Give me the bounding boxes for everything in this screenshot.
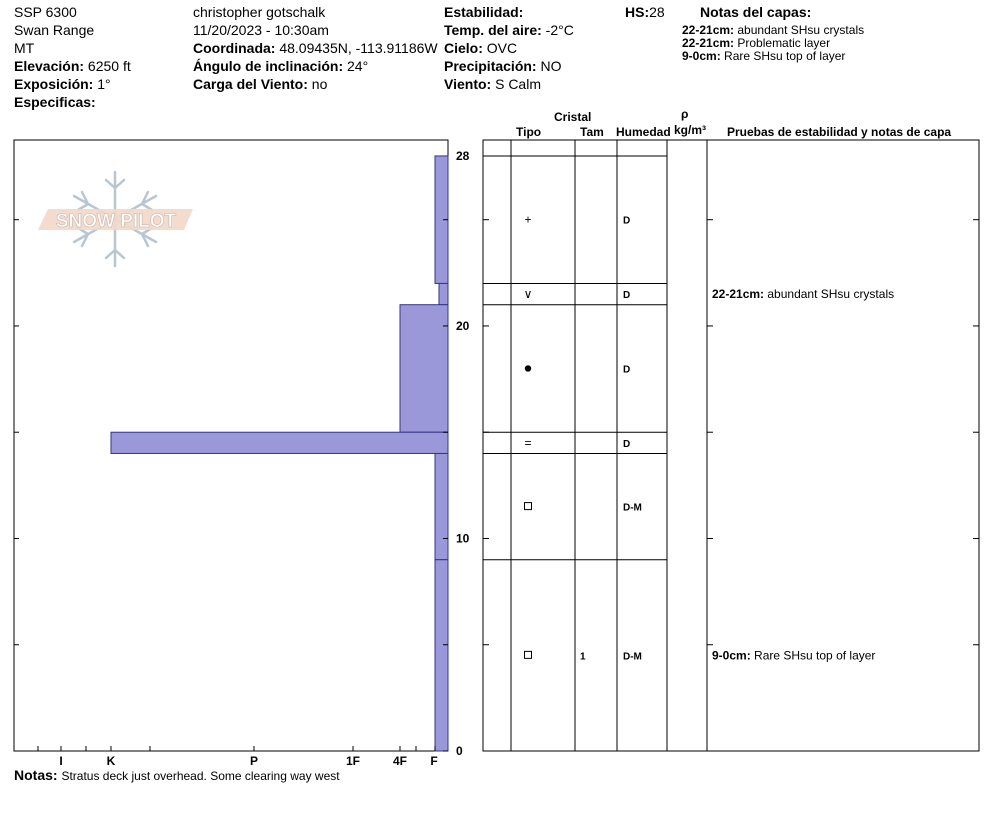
location-state: MT bbox=[14, 40, 35, 56]
wetness-value: D bbox=[623, 438, 631, 450]
layer-notes-title: Notas del capas: bbox=[700, 4, 812, 20]
hs-value: 28 bbox=[649, 4, 665, 20]
air-temp-value: -2°C bbox=[545, 22, 574, 38]
sky-label: Cielo: bbox=[444, 40, 483, 56]
wetness-value: D bbox=[623, 364, 631, 376]
hardness-bar bbox=[400, 305, 448, 433]
x-tick-label: P bbox=[249, 754, 259, 768]
type-header: Tipo bbox=[516, 125, 542, 139]
hardness-bar bbox=[439, 283, 448, 304]
hardness-bar bbox=[111, 432, 448, 453]
crystal-symbol: + bbox=[524, 212, 532, 227]
layer-note-text: Problematic layer bbox=[737, 36, 831, 50]
size-header: Tam bbox=[580, 125, 604, 139]
x-tick-label: 4F bbox=[392, 754, 408, 768]
notes-text: Stratus deck just overhead. Some clearing way west bbox=[61, 769, 340, 783]
layer-note-range: 22-21cm: bbox=[712, 287, 768, 302]
wetness-value: D-M bbox=[623, 502, 642, 514]
layer-note-range: 9-0cm: bbox=[712, 648, 755, 663]
layer-note-range: 9-0cm: bbox=[682, 49, 721, 63]
wetness-value: D bbox=[623, 290, 631, 302]
observer: christopher gotschalk bbox=[193, 4, 326, 20]
layer-note-text: Rare SHsu top of layer bbox=[754, 648, 876, 663]
crystal-size: 1 bbox=[580, 651, 586, 663]
crystal-symbol bbox=[525, 503, 532, 510]
hs-label: HS: bbox=[625, 4, 650, 20]
crystal-header: Cristal bbox=[554, 110, 592, 124]
coordinates-label: Coordinada: bbox=[193, 40, 276, 56]
x-tick-label: K bbox=[106, 754, 116, 768]
slope-angle-label: Ángulo de inclinación: bbox=[193, 58, 344, 74]
x-tick-label: F bbox=[430, 754, 438, 768]
location-range: Swan Range bbox=[14, 22, 95, 38]
crystal-symbol bbox=[525, 365, 531, 371]
y-tick-label: 0 bbox=[456, 744, 463, 758]
pit-id: SSP 6300 bbox=[14, 4, 77, 20]
crystal-symbol bbox=[525, 651, 532, 658]
precip-label: Precipitación: bbox=[444, 58, 537, 74]
y-tick-label: 20 bbox=[456, 318, 470, 333]
tests-header: Pruebas de estabilidad y notas de capa bbox=[727, 125, 952, 139]
y-tick-label: 28 bbox=[456, 148, 470, 163]
wetness-value: D-M bbox=[623, 651, 642, 663]
density-header: ρ bbox=[681, 107, 689, 121]
snowpilot-logo bbox=[38, 172, 193, 266]
crystal-symbol: ∨ bbox=[523, 287, 533, 302]
layer-note-text: abundant SHsu crystals bbox=[767, 287, 895, 302]
wind-load-value: no bbox=[311, 76, 328, 92]
stability-label: Estabilidad: bbox=[444, 4, 524, 20]
wetness-value: D bbox=[623, 215, 631, 227]
wind-label: Viento: bbox=[444, 76, 492, 92]
x-tick-label: I bbox=[59, 754, 63, 768]
wind-load-label: Carga del Viento: bbox=[193, 76, 308, 92]
hardness-bar bbox=[435, 453, 448, 559]
layer-note-range: 22-21cm: bbox=[682, 23, 735, 37]
notes-label: Notas: bbox=[14, 767, 58, 783]
air-temp-label: Temp. del aire: bbox=[444, 22, 542, 38]
elevation-label: Elevación: bbox=[14, 58, 85, 74]
sky-value: OVC bbox=[486, 40, 518, 56]
exposure-value: 1° bbox=[97, 76, 111, 92]
datetime: 11/20/2023 - 10:30am bbox=[193, 22, 329, 38]
x-tick-label: 1F bbox=[345, 754, 361, 768]
notes-row bbox=[14, 767, 340, 784]
elevation-value: 6250 ft bbox=[87, 58, 131, 74]
wind-value: S Calm bbox=[495, 76, 541, 92]
layer-note-text: Rare SHsu top of layer bbox=[724, 49, 846, 63]
crystal-symbol: = bbox=[524, 435, 532, 450]
y-tick-label: 10 bbox=[456, 531, 470, 546]
coordinates-value: 48.09435N, -113.91186W bbox=[279, 40, 438, 56]
hardness-bar bbox=[435, 560, 448, 751]
slope-angle-value: 24° bbox=[347, 58, 369, 74]
layer-note-inline bbox=[712, 648, 875, 662]
wetness-header: Humedad bbox=[616, 125, 671, 139]
layer-note-range: 22-21cm: bbox=[682, 36, 735, 50]
specifics-label: Especificas: bbox=[14, 94, 96, 110]
density-unit: kg/m³ bbox=[674, 123, 707, 137]
logo-text: SNOW PILOT bbox=[55, 211, 177, 232]
layer-note-text: abundant SHsu crystals bbox=[737, 23, 865, 37]
precip-value: NO bbox=[540, 58, 562, 74]
layer-note-inline bbox=[712, 287, 894, 301]
exposure-label: Exposición: bbox=[14, 76, 94, 92]
